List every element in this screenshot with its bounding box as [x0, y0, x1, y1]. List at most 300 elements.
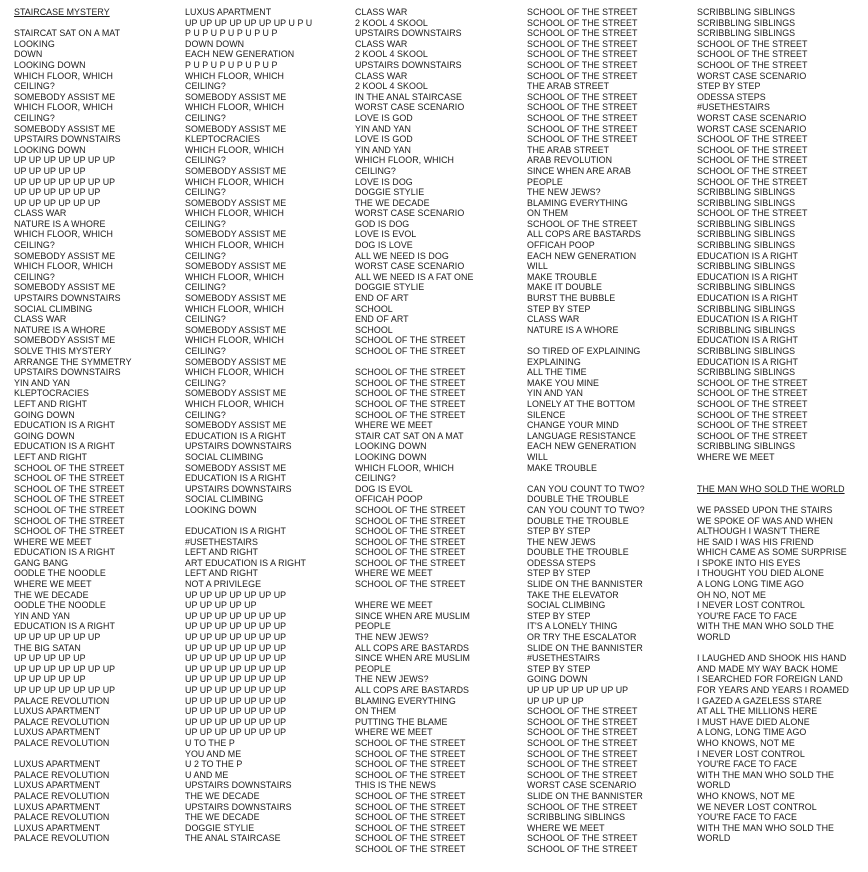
text-line: CAN YOU COUNT TO TWO? [527, 504, 645, 515]
text-line: SCHOOL OF THE STREET [527, 112, 638, 123]
text-line: WHICH FLOOR, WHICH [185, 208, 285, 219]
text-line: UP UP UP UP UP UP UP [527, 685, 629, 695]
text-line: DOGGIE STYLIE [185, 822, 255, 833]
text-line: EXPLAINING [527, 356, 581, 367]
text-line: WHICH FLOOR, WHICH [185, 303, 285, 314]
text-line: SCHOOL OF THE STREET [14, 483, 125, 494]
text-line: SLIDE ON THE BANNISTER [527, 642, 643, 653]
text-line: LOOKING [14, 38, 55, 49]
text-line: I MUST HAVE DIED ALONE [697, 716, 810, 727]
text-line: WHERE WE MEET [697, 451, 775, 462]
text-line: SCHOOL OF THE STREET [14, 473, 125, 484]
text-line: UP UP UP UP UP UP [14, 197, 101, 208]
text-line: LOOKING DOWN [355, 441, 427, 452]
text-line: WILL [527, 451, 548, 462]
text-line: LUXUS APARTMENT [185, 7, 272, 17]
blank-line [697, 473, 865, 484]
text-line: SCHOOL OF THE STREET [14, 494, 125, 505]
text-line: WHICH FLOOR, WHICH [14, 261, 114, 272]
text-line: SOCIAL CLIMBING [185, 494, 264, 505]
text-line: THE WE DECADE [355, 197, 430, 208]
text-line: PEOPLE [355, 621, 391, 632]
blank-line [185, 516, 353, 527]
blank-line [14, 749, 182, 760]
text-line: SCHOOL OF THE STREET [527, 59, 638, 70]
text-line: YIN AND YAN [355, 123, 411, 134]
text-line: 2 KOOL 4 SKOOL [355, 81, 428, 92]
text-line: WHERE WE MEET [355, 727, 433, 738]
text-line: SCRIBBLING SIBLINGS [697, 7, 796, 17]
text-line: SCHOOL OF THE STREET [355, 557, 466, 568]
text-column-5 [697, 7, 865, 844]
text-line: SCHOOL OF THE STREET [355, 801, 466, 812]
text-line: WHO KNOWS, NOT ME [697, 737, 795, 748]
text-line: MAKE YOU MINE [527, 377, 599, 388]
text-line: SCHOOL OF THE STREET [14, 504, 125, 515]
text-line: SCHOOL OF THE STREET [14, 526, 125, 537]
text-line: BLAMING EVERYTHING [355, 695, 456, 706]
text-line: SCHOOL OF THE STREET [527, 7, 638, 17]
text-line: EDUCATION IS A RIGHT [697, 335, 798, 346]
text-line: PALACE REVOLUTION [14, 695, 110, 706]
text-line: SCHOOL OF THE STREET [355, 398, 466, 409]
text-line: UP UP UP UP UP UP UP [14, 685, 116, 695]
text-line: CEILING? [185, 155, 226, 166]
text-line: LEFT AND RIGHT [185, 547, 259, 558]
text-line: YOU'RE FACE TO FACE [697, 759, 797, 770]
text-line: GOING DOWN [14, 409, 75, 420]
text-line: SCHOOL OF THE STREET [355, 748, 466, 759]
text-line: WHICH FLOOR, WHICH [185, 102, 285, 113]
text-line: CHANGE YOUR MIND [527, 420, 619, 431]
text-line: SCRIBBLING SIBLINGS [527, 812, 626, 823]
text-line: PALACE REVOLUTION [14, 833, 110, 844]
text-line: SCHOOL OF THE STREET [697, 176, 808, 187]
text-line: SCHOOL OF THE STREET [527, 801, 638, 812]
text-line: SLIDE ON THE BANNISTER [527, 579, 643, 590]
text-line: LEFT AND RIGHT [185, 568, 259, 579]
text-line: SO TIRED OF EXPLAINING [527, 346, 641, 356]
text-line: SOMEBODY ASSIST ME [185, 420, 287, 431]
text-line: UP UP UP UP UP UP UP [185, 716, 287, 727]
text-line: SCHOOL OF THE STREET [355, 526, 466, 537]
text-column-3 [355, 7, 523, 855]
text-line: LOVE IS GOD [355, 134, 413, 145]
text-line: ALTHOUGH I WASN'T THERE [697, 526, 820, 537]
text-line: CEILING? [185, 112, 226, 123]
text-line: SOMEBODY ASSIST ME [14, 282, 116, 293]
text-line: I SPOKE INTO HIS EYES [697, 557, 801, 568]
text-line: SCHOOL OF THE STREET [355, 335, 466, 346]
text-line: SCHOOL OF THE STREET [527, 17, 638, 28]
text-line: SCHOOL OF THE STREET [697, 59, 808, 70]
text-line: SCHOOL OF THE STREET [527, 123, 638, 134]
text-line: WHO KNOWS, NOT ME [697, 790, 795, 801]
text-line: YIN AND YAN [14, 610, 70, 621]
text-line: I LAUGHED AND SHOOK HIS HAND [697, 653, 847, 664]
text-line: STEP BY STEP [527, 663, 591, 674]
text-line: SCHOOL OF THE STREET [355, 790, 466, 801]
text-line: PALACE REVOLUTION [14, 716, 110, 727]
text-line: CEILING? [185, 218, 226, 229]
text-line: LOOKING DOWN [14, 59, 86, 70]
text-line: SCHOOL OF THE STREET [355, 833, 466, 844]
text-line: ALL COPS ARE BASTARDS [527, 229, 641, 240]
blank-line [14, 18, 182, 29]
text-line: WHERE WE MEET [14, 536, 92, 547]
text-line: UP UP UP UP UP [14, 165, 86, 176]
text-line: LUXUS APARTMENT [14, 706, 101, 717]
text-line: LANGUAGE RESISTANCE [527, 430, 636, 441]
text-line: SCHOOL OF THE STREET [697, 388, 808, 399]
text-line: UP UP UP UP UP UP UP [185, 642, 287, 653]
text-line: SCHOOL OF THE STREET [355, 536, 466, 547]
text-line: DOUBLE THE TROUBLE [527, 494, 629, 505]
text-line: SOMEBODY ASSIST ME [185, 356, 287, 367]
text-line: STEP BY STEP [527, 303, 591, 314]
text-line: SCRIBBLING SIBLINGS [697, 441, 796, 452]
text-line: EDUCATION IS A RIGHT [697, 271, 798, 282]
text-line: PALACE REVOLUTION [14, 769, 110, 780]
text-line: CLASS WAR [14, 208, 67, 219]
text-line: SINCE WHEN ARE MUSLIM [355, 653, 470, 664]
text-line: SCHOOL OF THE STREET [355, 515, 466, 526]
text-line: OFFICAH POOP [355, 494, 423, 505]
text-line: SCHOOL OF THE STREET [527, 843, 638, 854]
text-line: WE PASSED UPON THE STAIRS [697, 504, 833, 515]
text-line: WHICH FLOOR, WHICH [185, 367, 285, 378]
text-line: SCRIBBLING SIBLINGS [697, 218, 796, 229]
text-line: ON THEM [527, 208, 569, 219]
text-line: AND MADE MY WAY BACK HOME [697, 663, 838, 674]
text-column-1 [14, 7, 182, 844]
text-line: UPSTAIRS DOWNSTAIRS [14, 134, 121, 145]
text-line: P U P U P U P U P U P [185, 28, 278, 39]
text-line: STAIR CAT SAT ON A MAT [355, 430, 464, 441]
text-line: UP UP UP UP UP UP UP [185, 695, 287, 706]
text-line: SCRIBBLING SIBLINGS [697, 261, 796, 272]
text-line: SOMEBODY ASSIST ME [14, 335, 116, 346]
text-line: SOMEBODY ASSIST ME [185, 229, 287, 240]
text-line: DOG IS EVOL [355, 483, 413, 494]
text-line: SCHOOL OF THE STREET [697, 430, 808, 441]
text-line: IT'S A LONELY THING [527, 621, 618, 632]
text-line: UP UP UP UP UP UP UP [185, 653, 287, 664]
text-line: SOMEBODY ASSIST ME [185, 462, 287, 473]
text-line: WHICH FLOOR, WHICH [355, 155, 455, 166]
text-line: WHERE WE MEET [527, 822, 605, 833]
text-line: SOCIAL CLIMBING [14, 303, 93, 314]
text-line: LOVE IS GOD [355, 112, 413, 123]
text-line: THE WE DECADE [185, 790, 260, 801]
text-line: SCHOOL [355, 324, 393, 335]
text-line: SOMEBODY ASSIST ME [185, 197, 287, 208]
text-line: SCRIBBLING SIBLINGS [697, 28, 796, 39]
text-line: END OF ART [355, 314, 409, 325]
text-line: DOGGIE STYLIE [355, 282, 425, 293]
text-line: SOMEBODY ASSIST ME [14, 123, 116, 134]
text-line: SCHOOL OF THE STREET [355, 504, 466, 515]
text-line: P U P U P U P U P U P [185, 59, 278, 70]
text-line: CEILING? [355, 165, 396, 176]
text-line: WORLD [697, 780, 731, 791]
text-line: UP UP UP UP UP [14, 653, 86, 664]
text-line: SCRIBBLING SIBLINGS [697, 346, 796, 356]
text-line: SCHOOL OF THE STREET [355, 812, 466, 823]
text-line: WORLD [697, 632, 731, 643]
text-line: UP UP UP UP UP UP UP [185, 621, 287, 632]
text-line: UP UP UP UP UP UP UP [14, 663, 116, 674]
text-line: ON THEM [355, 706, 397, 717]
text-line: CEILING? [14, 240, 55, 251]
text-line: CLASS WAR [355, 38, 408, 49]
text-line: CLASS WAR [355, 7, 408, 17]
text-line: SCHOOL OF THE STREET [355, 759, 466, 770]
text-line: SCRIBBLING SIBLINGS [697, 240, 796, 251]
text-line: KLEPTOCRACIES [185, 134, 260, 145]
text-line: WORST CASE SCENARIO [355, 102, 465, 113]
text-line: UP UP UP UP UP UP UP [185, 663, 287, 674]
text-line: BURST THE BUBBLE [527, 293, 616, 304]
text-line: SCHOOL OF THE STREET [527, 727, 638, 738]
text-line: GOING DOWN [527, 674, 588, 685]
text-line: CEILING? [185, 346, 226, 356]
text-line: DOWN DOWN [185, 38, 245, 49]
text-line: SCHOOL OF THE STREET [527, 706, 638, 717]
text-line: OR TRY THE ESCALATOR [527, 632, 637, 643]
text-line: EDUCATION IS A RIGHT [697, 293, 798, 304]
text-line: SCHOOL OF THE STREET [697, 134, 808, 145]
text-line: SINCE WHEN ARE MUSLIM [355, 610, 470, 621]
text-line: CEILING? [14, 271, 55, 282]
text-line: WHICH FLOOR, WHICH [185, 398, 285, 409]
text-line: LOVE IS DOG [355, 176, 413, 187]
text-line: SCHOOL OF THE STREET [697, 155, 808, 166]
text-line: EACH NEW GENERATION [527, 441, 637, 452]
text-line: LEFT AND RIGHT [14, 398, 88, 409]
text-line: UPSTAIRS DOWNSTAIRS [185, 441, 292, 452]
text-line: SCRIBBLING SIBLINGS [697, 197, 796, 208]
text-line: CEILING? [355, 473, 396, 484]
text-line: PEOPLE [355, 663, 391, 674]
text-line: UPSTAIRS DOWNSTAIRS [355, 59, 462, 70]
text-line: SCHOOL OF THE STREET [355, 346, 466, 356]
text-line: CEILING? [185, 409, 226, 420]
text-line: THE WE DECADE [185, 812, 260, 823]
text-line: UP UP UP UP UP UP UP [185, 706, 287, 717]
text-line: SCHOOL OF THE STREET [697, 398, 808, 409]
text-line: PALACE REVOLUTION [14, 737, 110, 748]
text-line: FOR YEARS AND YEARS I ROAMED [697, 685, 849, 695]
text-line: ALL COPS ARE BASTARDS [355, 685, 469, 695]
text-line: LOOKING DOWN [185, 504, 257, 515]
text-line: WITH THE MAN WHO SOLD THE [697, 769, 835, 780]
text-line: SOCIAL CLIMBING [527, 600, 606, 611]
text-line: UPSTAIRS DOWNSTAIRS [14, 293, 121, 304]
section-title: THE MAN WHO SOLD THE WORLD [697, 483, 845, 494]
text-line: WHICH FLOOR, WHICH [14, 70, 114, 81]
text-line: SOMEBODY ASSIST ME [185, 388, 287, 399]
text-line: END OF ART [355, 293, 409, 304]
text-line: DOUBLE THE TROUBLE [527, 515, 629, 526]
text-line: THE WE DECADE [14, 589, 89, 600]
text-line: ALL WE NEED IS DOG [355, 250, 449, 261]
text-line: UP UP UP UP UP UP UP [14, 176, 116, 187]
text-line: SOMEBODY ASSIST ME [14, 91, 116, 102]
text-line: SOCIAL CLIMBING [185, 451, 264, 462]
text-line: DOWN [14, 49, 43, 60]
text-line: WORST CASE SCENARIO [527, 780, 637, 791]
text-line: LEFT AND RIGHT [14, 451, 88, 462]
text-line: SCHOOL OF THE STREET [527, 28, 638, 39]
text-line: YIN AND YAN [355, 144, 411, 155]
text-line: ALL THE TIME [527, 367, 587, 378]
text-line: DOUBLE THE TROUBLE [527, 547, 629, 558]
text-line: GOD IS DOG [355, 218, 410, 229]
text-line: WITH THE MAN WHO SOLD THE [697, 621, 835, 632]
text-line: EDUCATION IS A RIGHT [14, 547, 115, 558]
blank-line [355, 357, 523, 368]
text-line: STAIRCAT SAT ON A MAT [14, 28, 121, 39]
text-line: WORST CASE SCENARIO [697, 112, 807, 123]
text-line: YIN AND YAN [527, 388, 583, 399]
text-line: SCHOOL OF THE STREET [355, 547, 466, 558]
text-line: STEP BY STEP [527, 610, 591, 621]
text-line: THE NEW JEWS? [355, 674, 429, 685]
text-line: CAN YOU COUNT TO TWO? [527, 483, 645, 494]
text-line: UPSTAIRS DOWNSTAIRS [14, 367, 121, 378]
text-line: PALACE REVOLUTION [14, 812, 110, 823]
text-line: SLIDE ON THE BANNISTER [527, 790, 643, 801]
text-line: U AND ME [185, 769, 229, 780]
text-line: SCRIBBLING SIBLINGS [697, 17, 796, 28]
text-line: NOT A PRIVILEGE [185, 579, 262, 590]
text-line: IN THE ANAL STAIRCASE [355, 91, 462, 102]
text-line: WE NEVER LOST CONTROL [697, 801, 817, 812]
text-line: UP UP UP UP UP UP UP U P U [185, 17, 313, 28]
text-line: THIS IS THE NEWS [355, 780, 437, 791]
text-line: ART EDUCATION IS A RIGHT [185, 557, 307, 568]
text-line: #USETHESTAIRS [697, 102, 770, 113]
text-line: SCHOOL OF THE STREET [355, 822, 466, 833]
text-line: CEILING? [14, 81, 55, 92]
text-line: SCHOOL OF THE STREET [697, 144, 808, 155]
text-line: ODESSA STEPS [527, 557, 596, 568]
text-line: WHICH CAME AS SOME SURPRISE [697, 547, 847, 558]
text-line: UP UP UP UP UP UP UP [185, 632, 287, 643]
text-line: SCHOOL OF THE STREET [355, 409, 466, 420]
text-line: SCHOOL OF THE STREET [527, 716, 638, 727]
text-line: UP UP UP UP UP [185, 600, 257, 611]
text-line: MAKE IT DOUBLE [527, 282, 603, 293]
text-line: WORST CASE SCENARIO [355, 208, 465, 219]
text-line: SCHOOL OF THE STREET [527, 748, 638, 759]
text-line: SCHOOL OF THE STREET [697, 377, 808, 388]
text-line: LOOKING DOWN [14, 144, 86, 155]
text-line: LUXUS APARTMENT [14, 822, 101, 833]
text-line: I SEARCHED FOR FOREIGN LAND [697, 674, 843, 685]
text-line: SCHOOL OF THE STREET [527, 218, 638, 229]
text-line: THE ANAL STAIRCASE [185, 833, 281, 844]
text-line: WHERE WE MEET [355, 420, 433, 431]
text-line: OODLE THE NOODLE [14, 568, 106, 579]
text-line: A LONG LONG TIME AGO [697, 579, 804, 590]
text-line: SCHOOL OF THE STREET [355, 579, 466, 590]
text-line: SOMEBODY ASSIST ME [185, 293, 287, 304]
text-line: SCHOOL OF THE STREET [527, 737, 638, 748]
text-line: EDUCATION IS A RIGHT [185, 473, 286, 484]
text-line: CEILING? [185, 187, 226, 198]
text-line: EACH NEW GENERATION [185, 49, 295, 60]
text-line: #USETHESTAIRS [527, 653, 600, 664]
text-line: CEILING? [185, 314, 226, 325]
text-line: GOING DOWN [14, 430, 75, 441]
text-line: AT ALL THE MILLIONS HERE [697, 706, 818, 717]
text-line: SINCE WHEN ARE ARAB [527, 165, 632, 176]
text-line: EDUCATION IS A RIGHT [185, 430, 286, 441]
text-line: SCRIBBLING SIBLINGS [697, 282, 796, 293]
text-line: EDUCATION IS A RIGHT [697, 356, 798, 367]
blank-line [527, 335, 695, 346]
text-line: WHICH FLOOR, WHICH [14, 102, 114, 113]
text-line: WORST CASE SCENARIO [697, 123, 807, 134]
text-line: SCRIBBLING SIBLINGS [697, 229, 796, 240]
text-line: SCHOOL OF THE STREET [527, 91, 638, 102]
text-line: EDUCATION IS A RIGHT [697, 250, 798, 261]
blank-line [355, 590, 523, 601]
text-line: DOG IS LOVE [355, 240, 413, 251]
text-line: SCHOOL OF THE STREET [527, 102, 638, 113]
text-line: MAKE TROUBLE [527, 462, 597, 473]
text-line: SCRIBBLING SIBLINGS [697, 303, 796, 314]
text-line: PEOPLE [527, 176, 563, 187]
text-line: NATURE IS A WHORE [14, 218, 106, 229]
text-line: SCHOOL OF THE STREET [355, 737, 466, 748]
text-line: WORLD [697, 833, 731, 844]
text-line: LUXUS APARTMENT [14, 801, 101, 812]
text-line: SCHOOL OF THE STREET [527, 70, 638, 81]
text-line: DOGGIE STYLIE [355, 187, 425, 198]
text-line: SOMEBODY ASSIST ME [14, 250, 116, 261]
text-line: PUTTING THE BLAME [355, 716, 448, 727]
text-line: WHICH FLOOR, WHICH [14, 229, 114, 240]
blank-line [697, 494, 865, 505]
text-line: CLASS WAR [527, 314, 580, 325]
text-line: SCHOOL OF THE STREET [355, 843, 466, 854]
text-line: 2 KOOL 4 SKOOL [355, 17, 428, 28]
text-line: A LONG, LONG TIME AGO [697, 727, 807, 738]
text-line: GANG BANG [14, 557, 69, 568]
text-line: STEP BY STEP [697, 81, 761, 92]
text-line: CEILING? [185, 377, 226, 388]
text-line: KLEPTOCRACIES [14, 388, 89, 399]
text-line: WHERE WE MEET [14, 579, 92, 590]
text-line: 2 KOOL 4 SKOOL [355, 49, 428, 60]
text-line: SCHOOL OF THE STREET [527, 49, 638, 60]
text-line: UPSTAIRS DOWNSTAIRS [185, 780, 292, 791]
text-line: NATURE IS A WHORE [527, 324, 619, 335]
text-line: SCHOOL OF THE STREET [14, 462, 125, 473]
text-line: STEP BY STEP [527, 568, 591, 579]
text-line: ARAB REVOLUTION [527, 155, 613, 166]
text-line: EDUCATION IS A RIGHT [697, 314, 798, 325]
blank-line [697, 463, 865, 474]
text-line: OH NO, NOT ME [697, 589, 767, 600]
text-line: LONELY AT THE BOTTOM [527, 398, 636, 409]
text-line: U 2 TO THE P [185, 759, 243, 770]
text-line: LUXUS APARTMENT [14, 727, 101, 738]
text-line: ALL COPS ARE BASTARDS [355, 642, 469, 653]
